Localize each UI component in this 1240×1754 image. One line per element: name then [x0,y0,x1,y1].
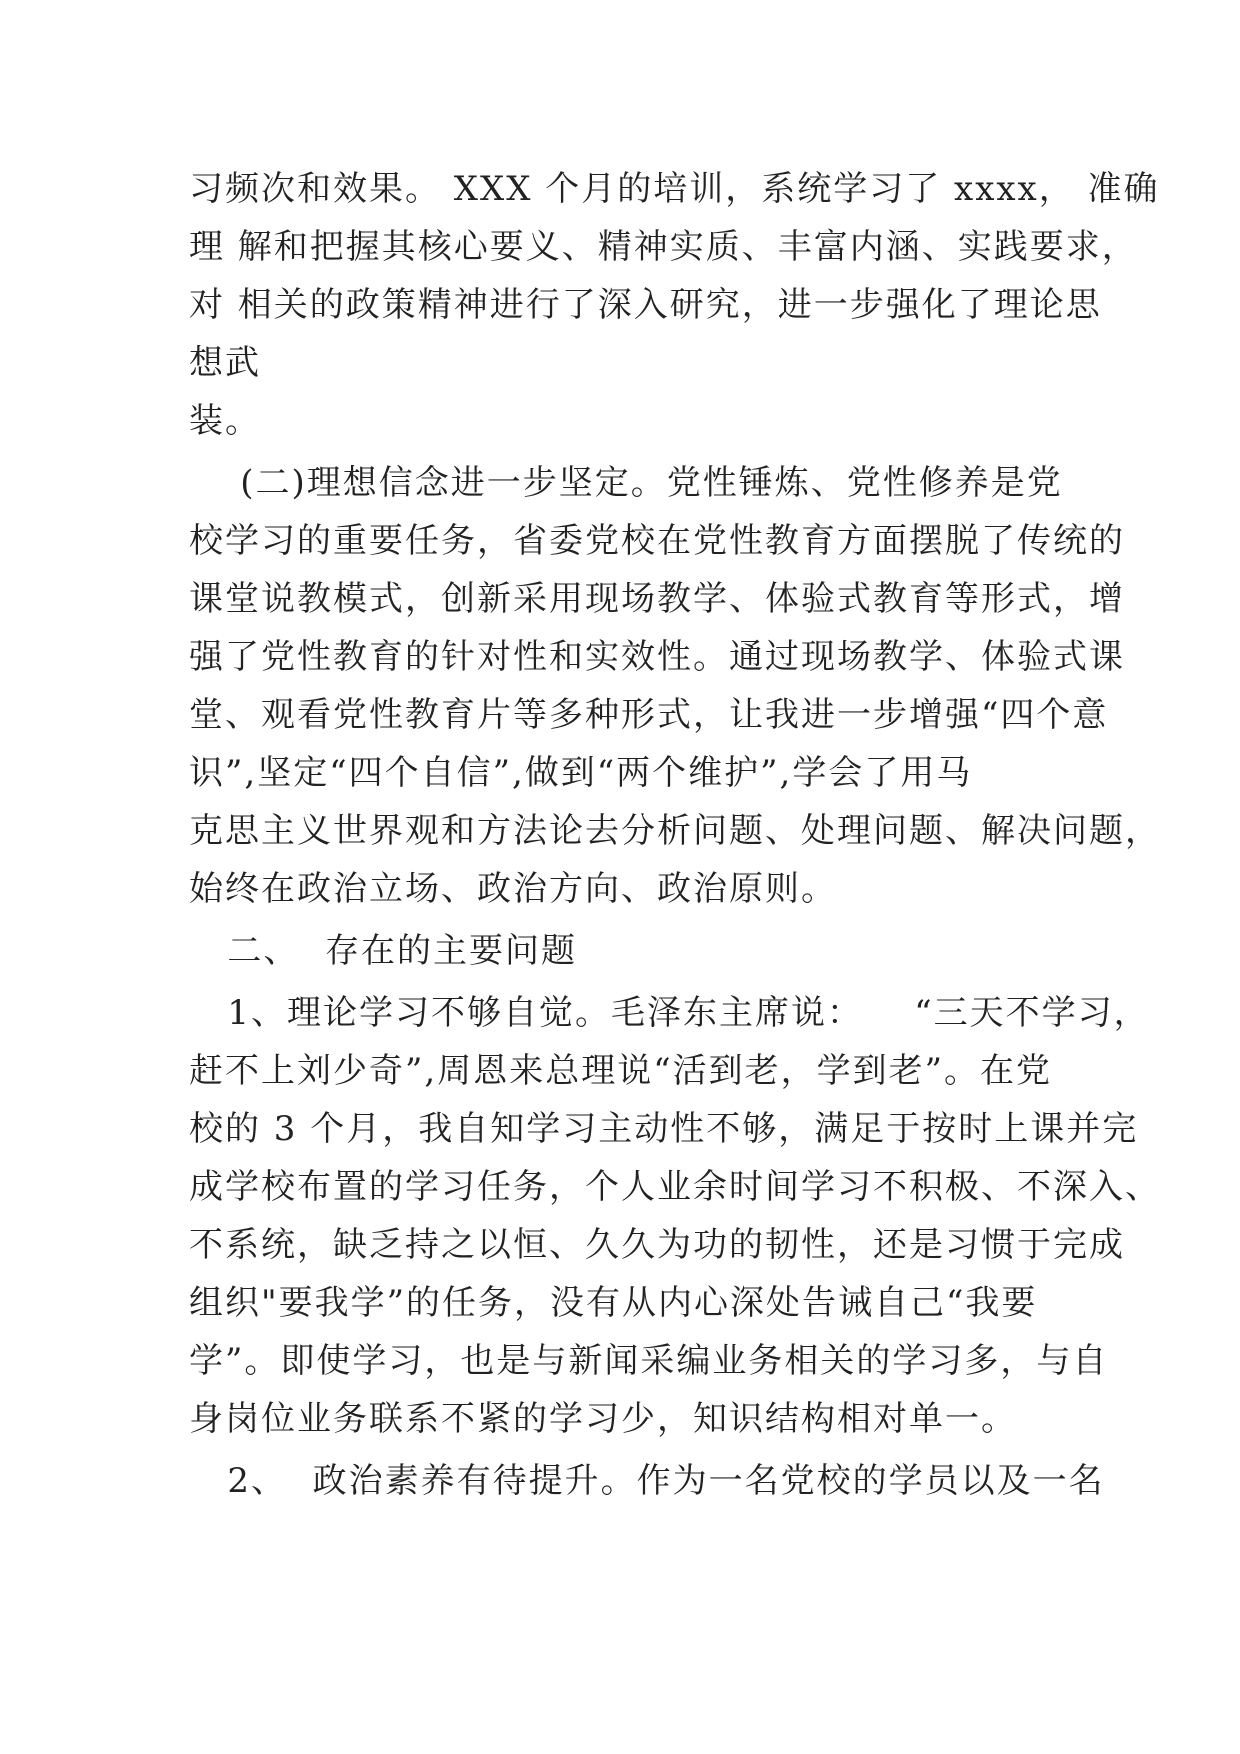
text-line: 课堂说教模式，创新采用现场教学、体验式教育等形式，增 [189,579,1125,619]
text-line: 校的 3 个月，我自知学习主动性不够，满足于按时上课并完 [189,1109,1139,1149]
text-line: 堂、观看党性教育片等多种形式，让我进一步增强“四个意 [189,695,1109,735]
document-body [189,160,1161,1510]
paragraph-theory-study-not-conscious [189,984,1161,1448]
text-line: 学”。即使学习，也是与新闻采编业务相关的学习多，与自 [189,1341,1109,1381]
text-line: 克思主义世界观和方法论去分析问题、处理问题、解决问题， [189,811,1161,851]
text-line: 1、理论学习不够自觉。毛泽东主席说： “三天不学习， [189,993,1150,1033]
text-line: 组织"要我学”的任务，没有从内心深处告诫自己“我要 [189,1283,1038,1323]
text-line: 习频次和效果。 XXX 个月的培训，系统学习了 xxxx， 准确 [189,169,1160,209]
text-line: 校学习的重要任务，省委党校在党性教育方面摆脱了传统的 [189,521,1125,561]
text-line: 身岗位业务联系不紧的学习少，知识结构相对单一。 [189,1399,1017,1439]
section-heading: 二、 存在的主要问题 [189,931,578,971]
text-line: 成学校布置的学习任务，个人业余时间学习不积极、不深入、 [189,1167,1161,1207]
text-line: 想武 [189,343,261,383]
text-line: 装。 [189,401,261,441]
paragraph-theory-study-outcome [189,160,1160,450]
text-line: 识”,坚定“四个自信”,做到“两个维护”,学会了用马 [189,753,973,793]
text-line: 2、 政治素养有待提升。作为一名党校的学员以及一名 [189,1461,1105,1501]
section-heading-main-problems [189,922,1069,980]
text-line: 对 相关的政策精神进行了深入研究，进一步强化了理论思 [189,285,1102,325]
paragraph-ideals-beliefs [189,454,1161,918]
text-line: 赶不上刘少奇”,周恩来总理说“活到老，学到老”。在党 [189,1051,1052,1091]
text-line: 不系统，缺乏持之以恒、久久为功的韧性，还是习惯于完成 [189,1225,1125,1265]
text-line: 始终在政治立场、政治方向、政治原则。 [189,869,837,909]
text-line: (二)理想信念进一步坚定。党性锤炼、党性修养是党 [189,463,1063,503]
text-line: 强了党性教育的针对性和实效性。通过现场教学、体验式课 [189,637,1125,677]
paragraph-political-literacy [189,1452,1105,1510]
text-line: 理 解和把握其核心要义、精神实质、丰富内涵、实践要求， [189,227,1138,267]
